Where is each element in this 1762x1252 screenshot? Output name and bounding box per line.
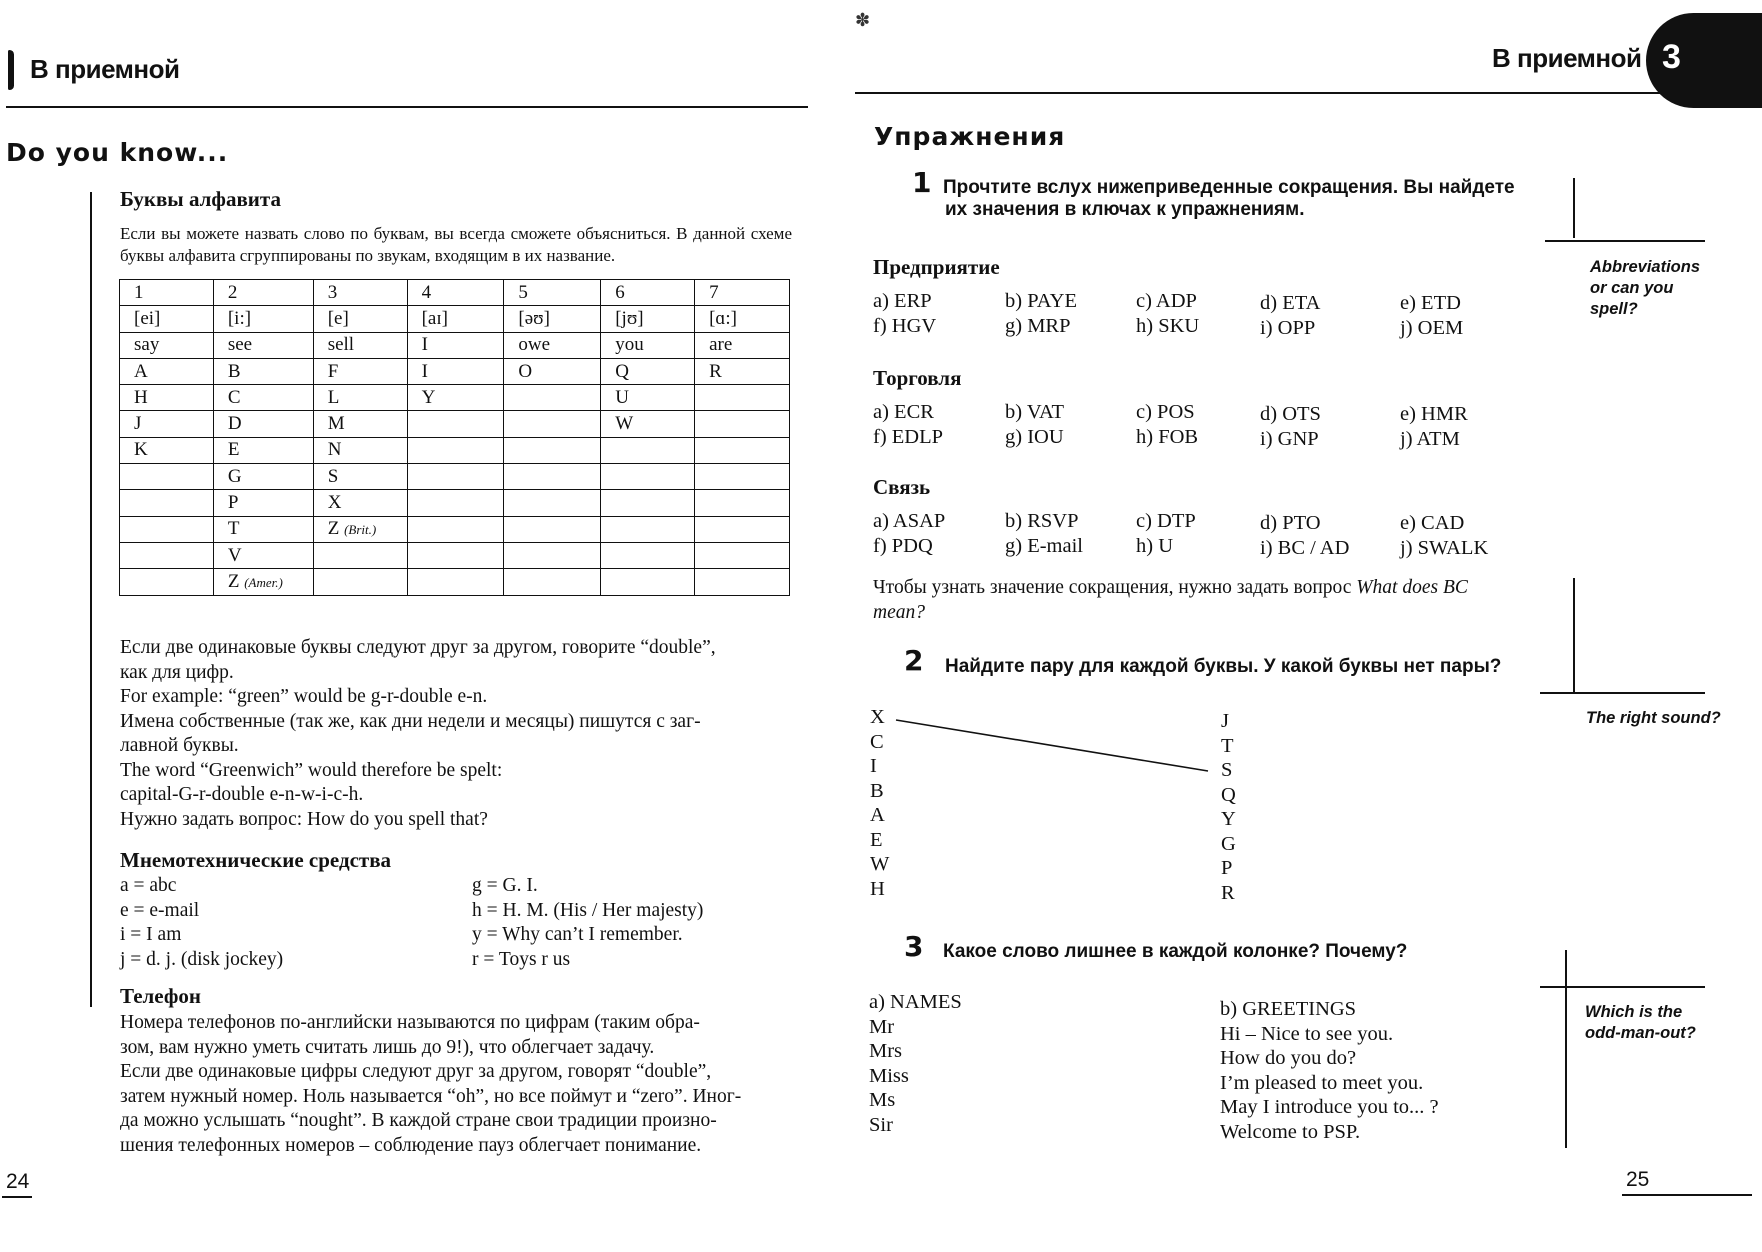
right-footer-rule bbox=[1622, 1194, 1752, 1196]
ex3-word: Ms bbox=[869, 1089, 896, 1111]
ex1-abbreviation: j) OEM bbox=[1400, 317, 1464, 339]
ex1-abbreviation: h) U bbox=[1136, 535, 1174, 557]
ex1-abbreviation: g) MRP bbox=[1005, 315, 1071, 337]
alphabet-cell: G bbox=[213, 464, 313, 490]
ex2-right-letter: G bbox=[1221, 832, 1236, 855]
alphabet-cell: U bbox=[601, 385, 695, 411]
ex3-phrase: Hi – Nice to see you. bbox=[1220, 1022, 1394, 1045]
phone-line: затем нужный номер. Ноль называется “oh”, но все поймут и “zero”. Иног- bbox=[120, 1085, 742, 1107]
alphabet-cell: are bbox=[695, 332, 790, 358]
ex1-abbreviation: d) ETA bbox=[1260, 292, 1321, 314]
scan-mark: ✽ bbox=[855, 10, 871, 30]
ex1-instruction-line: Прочтите вслух нижеприведенные сокращения. Вы найдете bbox=[943, 177, 1515, 198]
ex1-group-heading: Связь bbox=[873, 475, 931, 499]
alphabet-cell: [aɪ] bbox=[407, 306, 504, 332]
ex1-abbreviation: i) BC / AD bbox=[1260, 537, 1350, 559]
ex2-right-letter: T bbox=[1221, 734, 1234, 757]
alphabet-intro: Если вы можете назвать слово по буквам, вы всегда сможете объясниться. В данной схеме буквы алфавита сгруппированы по звукам, входящим в их название. bbox=[120, 224, 792, 265]
alphabet-cell: H bbox=[120, 385, 214, 411]
ex1-abbreviation: a) ECR bbox=[873, 401, 934, 423]
ex1-abbreviation: d) OTS bbox=[1260, 403, 1321, 425]
phone-line: Если две одинаковые цифры следуют друг за другом, говорят “double”, bbox=[120, 1061, 712, 1082]
alphabet-cell: K bbox=[120, 437, 214, 463]
mnemonic-item: g = G. I. bbox=[472, 875, 538, 896]
ex1-abbreviation: a) ASAP bbox=[873, 510, 946, 532]
ex2-left-letter: W bbox=[870, 853, 890, 875]
mnemonics-heading: Мнемотехнические средства bbox=[120, 848, 392, 872]
left-section-title: Do you know... bbox=[6, 138, 229, 167]
right-header-title: В приемной bbox=[1492, 43, 1642, 73]
alphabet-cell: X bbox=[313, 490, 407, 516]
alphabet-cell: A bbox=[120, 358, 214, 384]
ex1-abbreviation: b) PAYE bbox=[1005, 290, 1077, 312]
mnemonic-item: j = d. j. (disk jockey) bbox=[120, 948, 284, 970]
phone-line: да можно услышать “nought”. В каждой стране свои традиции произно- bbox=[120, 1110, 717, 1131]
ex2-left-letter: B bbox=[870, 779, 884, 802]
ex3-word: Miss bbox=[869, 1064, 909, 1087]
mnemonic-item: h = H. M. (His / Her majesty) bbox=[472, 899, 704, 921]
ex1-abbreviation: g) IOU bbox=[1005, 426, 1064, 448]
alphabet-header-cell: 6 bbox=[601, 280, 695, 306]
margin-note-line: Which is the bbox=[1585, 1003, 1683, 1021]
amer-note: (Amer.) bbox=[244, 574, 283, 590]
ex3-phrase: How do you do? bbox=[1220, 1047, 1357, 1069]
ex2-number: 2 bbox=[904, 644, 924, 677]
ex3-instruction: Какое слово лишнее в каждой колонке? Почему? bbox=[943, 941, 1408, 962]
alphabet-cell: E bbox=[213, 437, 313, 463]
ex2-left-letter: A bbox=[870, 804, 885, 826]
alphabet-header-cell: 1 bbox=[120, 280, 214, 306]
ex2-left-letter: I bbox=[870, 755, 877, 777]
margin-note-line: or can you bbox=[1590, 279, 1674, 297]
ex2-right-letter: P bbox=[1221, 857, 1233, 879]
alphabet-cell: Y bbox=[407, 385, 504, 411]
alphabet-cell: T bbox=[213, 516, 313, 542]
ex1-abbreviation: h) FOB bbox=[1136, 426, 1199, 448]
ex1-abbreviation: d) PTO bbox=[1260, 512, 1321, 534]
margin-note-line: Abbreviations bbox=[1590, 258, 1701, 276]
ex1-number: 1 bbox=[912, 166, 932, 199]
alphabet-cell: S bbox=[313, 464, 407, 490]
body-line: capital-G-r-double e-n-w-i-c-h. bbox=[120, 784, 364, 805]
body-line: Если две одинаковые буквы следуют друг за другом, говорите “double”, bbox=[120, 637, 716, 658]
alphabet-cell: P bbox=[213, 490, 313, 516]
ex1-abbreviation: c) DTP bbox=[1136, 510, 1196, 532]
ex3-word: a) NAMES bbox=[869, 991, 962, 1013]
ex3-margin-note bbox=[1585, 1002, 1696, 1044]
mnemonic-item: r = Toys r us bbox=[472, 948, 571, 970]
ex3-word: Mr bbox=[869, 1015, 895, 1038]
ex1-abbreviation: f) EDLP bbox=[873, 426, 944, 448]
alphabet-heading: Буквы алфавита bbox=[120, 187, 281, 211]
chapter-number: 3 bbox=[1662, 38, 1681, 76]
ex1-note: Чтобы узнать значение сокращения, нужно задать вопрос What does BC mean? bbox=[873, 577, 1468, 623]
ex2-right-letter: J bbox=[1221, 710, 1229, 732]
ex1-group-heading: Торговля bbox=[873, 366, 962, 390]
right-section-title: Упражнения bbox=[874, 122, 1066, 151]
alphabet-cell: N bbox=[313, 437, 407, 463]
alphabet-cell: I bbox=[407, 358, 504, 384]
ex1-abbreviation: a) ERP bbox=[873, 290, 932, 312]
ex2-right-letter: S bbox=[1221, 759, 1233, 781]
alphabet-cell: O bbox=[504, 358, 601, 384]
alphabet-cell: [əʊ] bbox=[504, 306, 601, 332]
alphabet-cell: R bbox=[695, 358, 790, 384]
alphabet-header-cell: 2 bbox=[213, 280, 313, 306]
alphabet-cell: [ei] bbox=[120, 306, 214, 332]
alphabet-cell: J bbox=[120, 411, 214, 437]
body-line: лавной буквы. bbox=[120, 735, 239, 756]
alphabet-cell: see bbox=[213, 332, 313, 358]
ex1-abbreviation: f) HGV bbox=[873, 315, 937, 337]
body-line: как для цифр. bbox=[120, 661, 234, 683]
alphabet-cell: V bbox=[213, 542, 313, 568]
ex2-right-letter: Q bbox=[1221, 783, 1236, 806]
alphabet-cell: Z (Brit.) bbox=[313, 516, 407, 542]
ex2-left-letter: X bbox=[870, 706, 885, 728]
phone-line: Номера телефонов по-английски называются по цифрам (таким обра- bbox=[120, 1012, 700, 1033]
ex2-instruction: Найдите пару для каждой буквы. У какой буквы нет пары? bbox=[945, 656, 1502, 677]
body-line: The word “Greenwich” would therefore be spelt: bbox=[120, 759, 503, 781]
alphabet-cell: I bbox=[407, 332, 504, 358]
ex2-right-letter: R bbox=[1221, 881, 1235, 904]
brit-note: (Brit.) bbox=[344, 522, 377, 538]
ex1-abbreviation: e) ETD bbox=[1400, 292, 1461, 314]
ex3-word: Mrs bbox=[869, 1040, 903, 1062]
ex1-group-heading: Предприятие bbox=[873, 255, 1000, 279]
left-header-title: В приемной bbox=[30, 54, 180, 84]
ex1-abbreviation: i) GNP bbox=[1260, 428, 1319, 450]
alphabet-cell: sell bbox=[313, 332, 407, 358]
ex3-phrase: I’m pleased to meet you. bbox=[1220, 1071, 1424, 1094]
alphabet-cell: F bbox=[313, 358, 407, 384]
body-line: Нужно задать вопрос: How do you spell that? bbox=[120, 808, 488, 830]
ex1-abbreviation: e) CAD bbox=[1400, 512, 1465, 534]
ex3-phrase: Welcome to PSP. bbox=[1220, 1120, 1361, 1143]
alphabet-cell: Z (Amer.) bbox=[213, 569, 313, 595]
mnemonic-item: y = Why can’t I remember. bbox=[472, 924, 683, 945]
margin-note-line: spell? bbox=[1590, 300, 1638, 318]
alphabet-header-cell: 3 bbox=[313, 280, 407, 306]
ex2-left-letter: E bbox=[870, 828, 883, 851]
alphabet-cell: Q bbox=[601, 358, 695, 384]
alphabet-cell: you bbox=[601, 332, 695, 358]
ex1-abbreviation: f) PDQ bbox=[873, 535, 933, 557]
mnemonic-item: i = I am bbox=[120, 924, 182, 945]
ex1-abbreviation: j) ATM bbox=[1400, 428, 1460, 450]
phone-line: зом, вам нужно уметь считать лишь до 9!), что облегчает задачу. bbox=[120, 1036, 655, 1058]
alphabet-header-cell: 7 bbox=[695, 280, 790, 306]
alphabet-cell: W bbox=[601, 411, 695, 437]
alphabet-cell: B bbox=[213, 358, 313, 384]
ex1-abbreviation: b) RSVP bbox=[1005, 510, 1079, 532]
right-page-number: 25 bbox=[1626, 1168, 1650, 1191]
phone-line: шения телефонных номеров – соблюдение пауз облегчает понимание. bbox=[120, 1134, 702, 1156]
ex1-abbreviation: c) ADP bbox=[1136, 290, 1197, 312]
ex1-abbreviation: c) POS bbox=[1136, 401, 1195, 423]
ex3-column-a bbox=[869, 990, 962, 1137]
alphabet-cell: D bbox=[213, 411, 313, 437]
ex3-phrase: May I introduce you to... ? bbox=[1220, 1096, 1439, 1118]
alphabet-header-cell: 4 bbox=[407, 280, 504, 306]
ex1-abbreviation: i) OPP bbox=[1260, 317, 1316, 339]
alphabet-cell: say bbox=[120, 332, 214, 358]
ex2-left-letter: C bbox=[870, 730, 884, 753]
alphabet-cell: L bbox=[313, 385, 407, 411]
ex3-word: Sir bbox=[869, 1113, 893, 1136]
body-line: Имена собственные (так же, как дни недели и месяцы) пишутся с заг- bbox=[120, 710, 701, 732]
ex3-number: 3 bbox=[904, 930, 924, 963]
alphabet-cell: C bbox=[213, 385, 313, 411]
ex2-margin-note: The right sound? bbox=[1586, 709, 1721, 727]
ex1-instruction-line: их значения в ключах к упражнениям. bbox=[945, 199, 1305, 220]
ex2-left-letter: H bbox=[870, 877, 885, 900]
alphabet-cell: M bbox=[313, 411, 407, 437]
body-line: For example: “green” would be g-r-double e-n. bbox=[120, 686, 488, 707]
mnemonic-item: e = e-mail bbox=[120, 899, 200, 921]
ex2-right-letter: Y bbox=[1221, 808, 1236, 830]
ex1-abbreviation: b) VAT bbox=[1005, 401, 1065, 423]
phone-heading: Телефон bbox=[120, 984, 202, 1008]
ex1-abbreviation: j) SWALK bbox=[1400, 537, 1489, 559]
ex1-abbreviation: h) SKU bbox=[1136, 315, 1200, 337]
alphabet-cell: [i:] bbox=[213, 306, 313, 332]
alphabet-header-cell: 5 bbox=[504, 280, 601, 306]
alphabet-cell: [ɑ:] bbox=[695, 306, 790, 332]
mnemonic-item: a = abc bbox=[120, 875, 177, 896]
alphabet-cell: [e] bbox=[313, 306, 407, 332]
ex1-abbreviation: e) HMR bbox=[1400, 403, 1468, 425]
ex1-abbreviation: g) E-mail bbox=[1005, 535, 1083, 557]
left-page-number: 24 bbox=[6, 1170, 30, 1193]
alphabet-cell: owe bbox=[504, 332, 601, 358]
ex3-column-b bbox=[1220, 997, 1439, 1144]
alphabet-cell: [jʊ] bbox=[601, 306, 695, 332]
margin-note-line: odd-man-out? bbox=[1585, 1024, 1696, 1042]
ex3-phrase: b) GREETINGS bbox=[1220, 998, 1357, 1020]
